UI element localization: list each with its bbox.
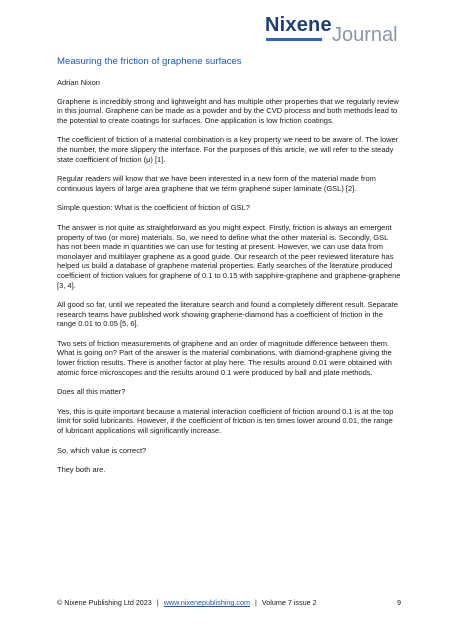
article-author: Adrian Nixon xyxy=(57,78,100,87)
article-body xyxy=(57,78,401,485)
page-footer xyxy=(57,598,401,607)
journal-logo xyxy=(265,14,405,48)
footer-website-link[interactable]: www.nixenepublishing.com xyxy=(163,598,250,607)
paragraph-does-it-matter: Does all this matter? xyxy=(57,387,126,397)
paragraph-coefficient: The coefficient of friction of a material combination is a key property we need to be aware of. The lower the number, the more slippery the interface. For the purposes of this article, we will refer to the steady state coefficient of friction (μ) [1]. xyxy=(57,135,399,164)
logo-underline xyxy=(266,38,322,41)
paragraph-importance: Yes, this is quite important because a material interaction coefficient of friction around 0.1 is at the top limit for solid lubricants. However, if the coefficient of friction is ten times lower around 0.01, the range of lubricant applications will significantly increase. xyxy=(57,406,394,436)
paragraph-question: Simple question: What is the coefficient of friction of GSL? xyxy=(57,203,250,213)
logo-suffix: Journal xyxy=(332,24,398,46)
footer-left xyxy=(57,598,317,607)
article-title: Measuring the friction of graphene surfaces xyxy=(57,56,242,67)
paragraph-diamond: All good so far, until we repeated the literature search and found a completely different result. Separate research teams have published work showing graphene-diamond has a coefficient of friction in the range 0.01 to 0.05 [5, 6]. xyxy=(57,300,398,329)
footer-volume: Volume 7 issue 2 xyxy=(261,598,317,607)
logo-name: Nixene xyxy=(265,14,332,36)
paragraph-intro: Graphene is incredibly strong and lightweight and has multiple other properties that we regularly review in this journal. Graphene can be made as a powder and by the CVD process and both methods lead to the potential to create coatings for surfaces. One application is low friction coatings. xyxy=(57,96,399,125)
paragraph-which-value: So, which value is correct? xyxy=(57,445,147,455)
footer-separator: | xyxy=(254,598,257,607)
paragraph-gsl: Regular readers will know that we have been interested in a new form of the material made from continuous layers of large area graphene that we term graphene super laminate (GSL) [2]. xyxy=(57,174,376,193)
page-number: 9 xyxy=(397,598,401,607)
paragraph-both: They both are. xyxy=(57,465,106,475)
footer-separator: | xyxy=(156,598,159,607)
paragraph-answer: The answer is not quite as straightforward as you might expect. Firstly, friction is always an emergent property of two (or more) materials. So, we need to define what the other material is. Secondly, GSL has not been made in quantities we can use for testing at present. However, we can use data from monolayer and multilayer graphene as a good guide. Our research of the peer reviewed literature has helped us build a database of graphene material properties. Early searches of the literature produced coefficient of friction values for graphene of 0.1 to 0.15 with sapphire-graphene and graphene-graphene [3, 4]. xyxy=(57,222,401,290)
footer-copyright: © Nixene Publishing Ltd 2023 xyxy=(57,598,152,607)
paragraph-two-sets: Two sets of friction measurements of graphene and an order of magnitude difference between them. What is going on? Part of the answer is the material combinations, with diamond-graphene giving the lower friction results. There is another factor at play here. The results around 0.01 were obtained with atomic force microscopes and the results around 0.1 were produced by ball and plate methods. xyxy=(57,338,392,377)
